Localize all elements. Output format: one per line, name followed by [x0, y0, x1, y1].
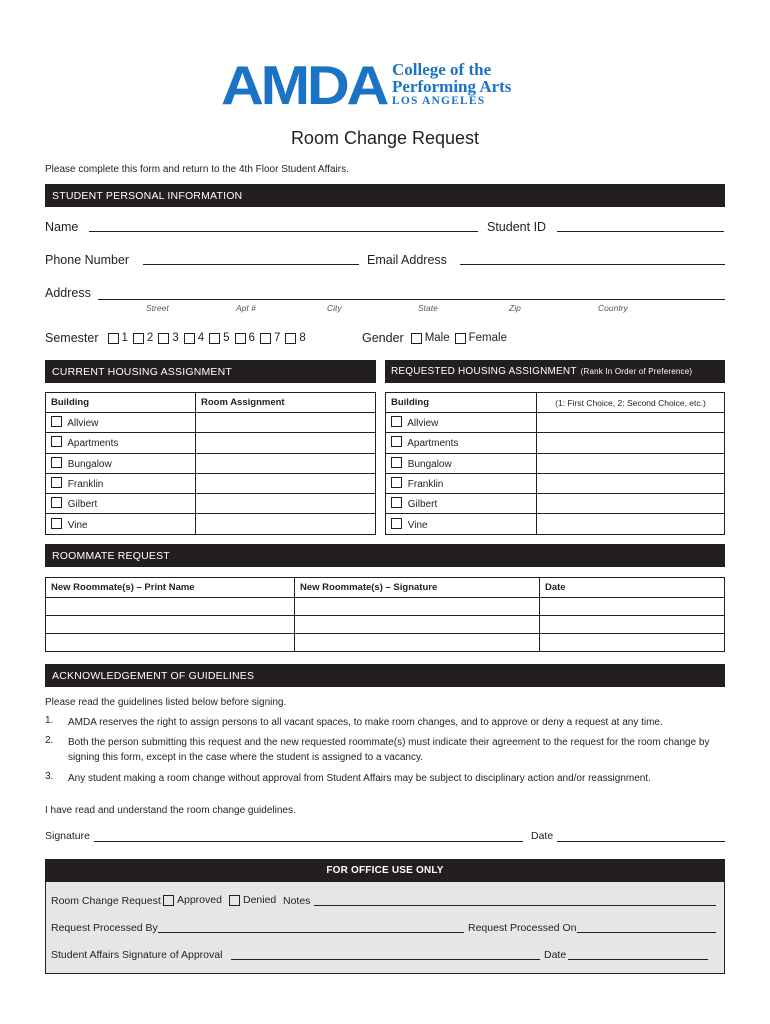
table-row — [46, 514, 376, 534]
email-label: Email Address — [367, 253, 447, 267]
ack-item-2-text: Both the person submitting this request and the new requested roommate(s) must indicate their agreement to the request for the room change by signing this form, except in the case where the student is assigned to a vacancy. — [68, 737, 710, 763]
checkbox[interactable] — [51, 416, 62, 427]
building-option-gilbert[interactable]: Gilbert — [46, 494, 196, 514]
signature-label: Signature — [45, 830, 90, 842]
signature-date-label: Date — [531, 830, 554, 842]
requested-building-bungalow[interactable]: Bungalow — [386, 453, 537, 473]
roommate-signature-cell[interactable] — [295, 634, 540, 652]
roommate-name-cell[interactable] — [46, 616, 295, 634]
rank-cell[interactable] — [537, 433, 725, 453]
roommate-date-cell[interactable] — [540, 616, 725, 634]
rank-cell[interactable] — [537, 413, 725, 433]
sa-date-field[interactable] — [568, 959, 708, 960]
phone-label: Phone Number — [45, 253, 130, 267]
checkbox[interactable] — [391, 497, 402, 508]
table-row — [46, 473, 376, 493]
ack-item-1-text: AMDA reserves the right to assign persons to all vacant spaces, to make room changes, and to approve or deny a request at any time. — [68, 717, 663, 728]
checkbox[interactable] — [411, 333, 422, 344]
roommate-signature-header: New Roommate(s) – Signature — [295, 578, 540, 598]
roommate-date-cell[interactable] — [540, 634, 725, 652]
ack-item-1-number: 1. — [45, 715, 54, 726]
gender-label: Gender — [362, 331, 404, 345]
semester-option-1[interactable]: 1 — [108, 332, 128, 344]
checkbox[interactable] — [391, 518, 402, 529]
logo-text — [392, 62, 511, 108]
table-row — [46, 634, 725, 652]
checkbox[interactable] — [51, 436, 62, 447]
current-room-header: Room Assignment — [196, 393, 376, 413]
rank-cell[interactable] — [537, 514, 725, 534]
checkbox[interactable] — [158, 333, 169, 344]
logo-line-2: Performing Arts — [391, 77, 512, 96]
email-field[interactable] — [460, 264, 725, 265]
student-id-label: Student ID — [487, 220, 547, 234]
address-sub-country: Country — [598, 303, 628, 313]
roommate-signature-cell[interactable] — [295, 616, 540, 634]
roommate-signature-cell[interactable] — [295, 598, 540, 616]
logo-line-1: College of the — [391, 60, 492, 79]
section-header-office: FOR OFFICE USE ONLY — [45, 859, 725, 882]
building-option-vine[interactable]: Vine — [46, 514, 196, 534]
table-row — [386, 433, 725, 453]
section-header-roommate: ROOMMATE REQUEST — [45, 544, 725, 567]
checkbox[interactable] — [391, 436, 402, 447]
requested-building-allview[interactable]: Allview — [386, 413, 537, 433]
table-row — [46, 616, 725, 634]
table-row — [46, 494, 376, 514]
room-cell[interactable] — [196, 433, 376, 453]
table-row — [386, 413, 725, 433]
requested-building-gilbert[interactable]: Gilbert — [386, 494, 537, 514]
checkbox[interactable] — [260, 333, 271, 344]
ack-item-3-number: 3. — [45, 771, 54, 782]
room-cell[interactable] — [196, 494, 376, 514]
signature-date-field[interactable] — [557, 841, 725, 842]
address-sub-city: City — [327, 303, 342, 313]
semester-option-8[interactable]: 8 — [285, 332, 305, 344]
checkbox[interactable] — [184, 333, 195, 344]
checkbox[interactable] — [235, 333, 246, 344]
checkbox[interactable] — [51, 518, 62, 529]
requested-building-vine[interactable]: Vine — [386, 514, 537, 534]
checkbox[interactable] — [391, 477, 402, 488]
room-cell[interactable] — [196, 453, 376, 473]
requested-building-header: Building — [386, 393, 537, 413]
form-title: Room Change Request — [290, 128, 480, 148]
table-row — [46, 453, 376, 473]
signature-field[interactable] — [94, 841, 523, 842]
checkbox[interactable] — [51, 457, 62, 468]
roommate-date-header: Date — [540, 578, 725, 598]
requested-rank-header: (1: First Choice, 2: Second Choice, etc.) — [537, 393, 725, 413]
semester-option-5[interactable]: 5 — [209, 332, 229, 344]
requested-building-apartments[interactable]: Apartments — [386, 433, 537, 453]
address-sub-apt: Apt # — [236, 303, 256, 313]
name-label: Name — [45, 220, 79, 234]
checkbox[interactable] — [51, 477, 62, 488]
checkbox[interactable] — [133, 333, 144, 344]
checkbox[interactable] — [455, 333, 466, 344]
ack-statement: I have read and understand the room change guidelines. — [45, 805, 296, 816]
checkbox[interactable] — [108, 333, 119, 344]
sa-signature-label: Student Affairs Signature of Approval — [51, 949, 223, 961]
checkbox[interactable] — [209, 333, 220, 344]
requested-building-franklin[interactable]: Franklin — [386, 473, 537, 493]
rank-cell[interactable] — [537, 473, 725, 493]
room-cell[interactable] — [196, 413, 376, 433]
semester-option-3[interactable]: 3 — [158, 332, 178, 344]
roommate-name-cell[interactable] — [46, 598, 295, 616]
semester-option-2[interactable]: 2 — [133, 332, 153, 344]
current-building-header: Building — [46, 393, 196, 413]
roommate-date-cell[interactable] — [540, 598, 725, 616]
checkbox[interactable] — [163, 895, 174, 906]
logo-line-3: LOS ANGELES — [391, 95, 486, 107]
section-header-current-housing: CURRENT HOUSING ASSIGNMENT — [45, 360, 376, 383]
table-row — [386, 494, 725, 514]
rank-cell[interactable] — [537, 494, 725, 514]
sa-signature-field[interactable] — [231, 959, 540, 960]
notes-field[interactable] — [314, 905, 716, 906]
requested-housing-title: REQUESTED HOUSING ASSIGNMENT — [391, 366, 577, 377]
office-use-panel — [45, 881, 725, 974]
processed-by-label: Request Processed By — [51, 922, 158, 934]
semester-option-6[interactable]: 6 — [235, 332, 255, 344]
name-field[interactable] — [89, 231, 478, 232]
requested-housing-note: (Rank In Order of Preference) — [580, 367, 693, 376]
section-header-acknowledgement: ACKNOWLEDGEMENT OF GUIDELINES — [45, 664, 725, 687]
gender-option-male[interactable]: Male — [411, 332, 450, 344]
checkbox[interactable] — [285, 333, 296, 344]
address-label: Address — [45, 286, 91, 300]
building-option-allview[interactable]: Allview — [46, 413, 196, 433]
roommate-name-cell[interactable] — [46, 634, 295, 652]
semester-option-7[interactable]: 7 — [260, 332, 280, 344]
room-cell[interactable] — [196, 473, 376, 493]
table-row — [386, 514, 725, 534]
rank-cell[interactable] — [537, 453, 725, 473]
address-field[interactable] — [98, 299, 725, 300]
table-row — [386, 453, 725, 473]
section-header-requested-housing — [385, 360, 725, 383]
denied-option[interactable]: Denied — [229, 894, 276, 906]
table-row — [46, 598, 725, 616]
gender-option-female[interactable]: Female — [455, 332, 507, 344]
table-row — [46, 413, 376, 433]
requested-housing-table — [385, 392, 725, 535]
checkbox[interactable] — [229, 895, 240, 906]
checkbox[interactable] — [51, 497, 62, 508]
amda-logo — [221, 54, 512, 116]
processed-on-label: Request Processed On — [468, 922, 577, 934]
phone-field[interactable] — [143, 264, 359, 265]
address-sub-zip: Zip — [509, 303, 521, 313]
room-change-request-label: Room Change Request — [51, 895, 161, 907]
semester-label: Semester — [45, 331, 99, 345]
processed-on-field[interactable] — [577, 932, 716, 933]
student-id-field[interactable] — [557, 231, 724, 232]
gender-group — [362, 331, 512, 345]
building-option-franklin[interactable]: Franklin — [46, 473, 196, 493]
roommate-table — [45, 577, 725, 652]
approved-option[interactable]: Approved — [163, 894, 222, 906]
semester-group — [45, 331, 311, 345]
checkbox[interactable] — [391, 416, 402, 427]
building-option-apartments[interactable]: Apartments — [46, 433, 196, 453]
room-cell[interactable] — [196, 514, 376, 534]
form-intro: Please complete this form and return to the 4th Floor Student Affairs. — [45, 164, 349, 175]
section-header-personal: STUDENT PERSONAL INFORMATION — [45, 184, 725, 207]
semester-option-4[interactable]: 4 — [184, 332, 204, 344]
ack-lead: Please read the guidelines listed below before signing. — [45, 697, 287, 708]
current-housing-table — [45, 392, 376, 535]
checkbox[interactable] — [391, 457, 402, 468]
sa-date-label: Date — [544, 949, 567, 961]
ack-item-2-number: 2. — [45, 735, 54, 746]
building-option-bungalow[interactable]: Bungalow — [46, 453, 196, 473]
roommate-name-header: New Roommate(s) – Print Name — [46, 578, 295, 598]
address-sub-state: State — [418, 303, 438, 313]
ack-item-3-text: Any student making a room change without approval from Student Affairs may be subject to disciplinary action and/or reassignment. — [68, 773, 651, 784]
logo-mark: AMDA — [221, 54, 387, 116]
notes-label: Notes — [283, 895, 311, 907]
table-row — [386, 473, 725, 493]
processed-by-field[interactable] — [158, 932, 464, 933]
table-row — [46, 433, 376, 453]
address-sub-street: Street — [146, 303, 169, 313]
